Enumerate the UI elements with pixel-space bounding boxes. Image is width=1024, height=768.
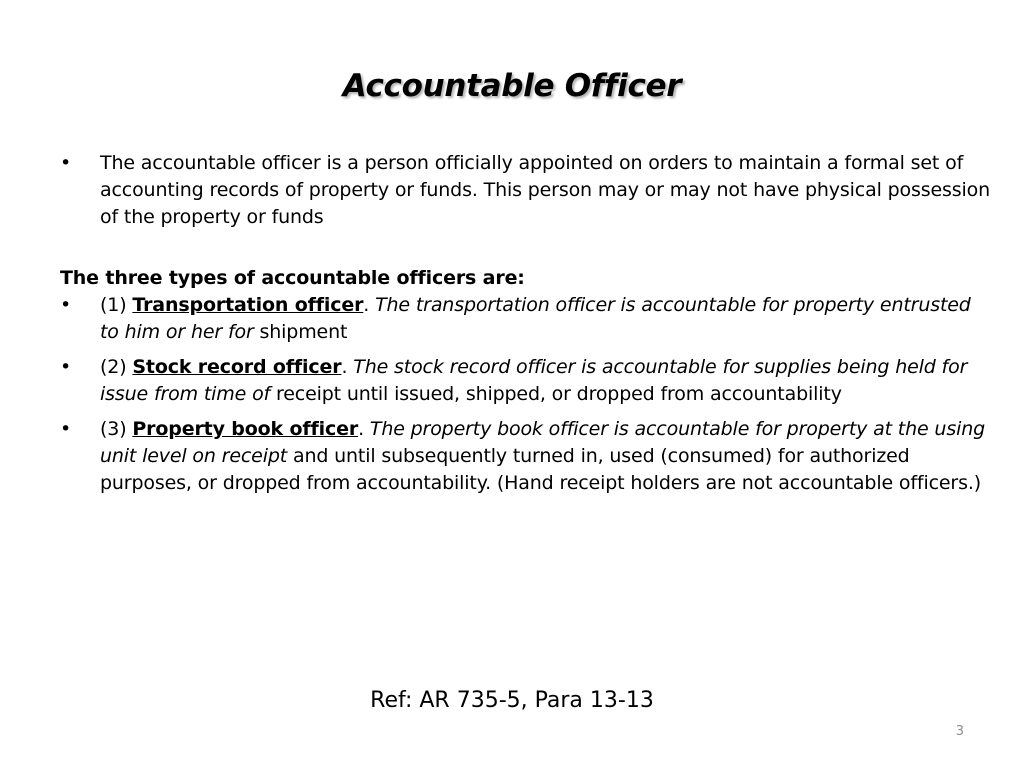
bullet-marker: • [60, 418, 72, 440]
type-description-italic: The stock record officer is accountable for supplies being held for issue from time of [100, 356, 968, 405]
page-number: 3 [955, 724, 964, 739]
type-description-italic: The transportation officer is accountable for property entrusted to him or her for [100, 294, 971, 343]
type-separator: . [358, 418, 364, 440]
type-term: Transportation officer [132, 294, 364, 316]
bullet-marker: • [60, 294, 72, 316]
definition-text: The accountable officer is a person officially appointed on orders to maintain a formal set of accounting records of property or funds. This person may or may not have physical possession of the property or funds [100, 152, 990, 228]
type-item-transportation [60, 292, 992, 346]
type-description: and until subsequently turned in, used (consumed) for authorized purposes, or dropped from accountability. (Hand receipt holders are not accountable officers.) [100, 445, 981, 494]
type-description-italic: The property book officer is accountable for property at the using unit level on receipt [100, 418, 986, 467]
type-number: (3) [100, 418, 133, 440]
type-number: (2) [100, 356, 133, 378]
type-term: Property book officer [132, 418, 359, 440]
type-separator: . [363, 294, 370, 316]
spacer [60, 346, 992, 354]
slide-title: Accountable Officer [342, 68, 682, 104]
spacer [60, 408, 992, 416]
definition-bullet [60, 150, 992, 231]
type-number: (1) [100, 294, 133, 316]
type-description: shipment [253, 321, 348, 343]
spacer [60, 231, 992, 265]
bullet-marker: • [60, 356, 72, 378]
slide-body [60, 150, 992, 497]
types-heading: The three types of accountable officers are: [60, 267, 525, 289]
type-description: receipt until issued, shipped, or dropped from accountability [270, 383, 842, 405]
type-item-property-book [60, 416, 992, 497]
type-item-stock-record [60, 354, 992, 408]
bullet-marker: • [60, 152, 72, 174]
type-separator: . [341, 356, 348, 378]
type-term: Stock record officer [132, 356, 342, 378]
reference-text: Ref: AR 735-5, Para 13-13 [370, 688, 654, 713]
